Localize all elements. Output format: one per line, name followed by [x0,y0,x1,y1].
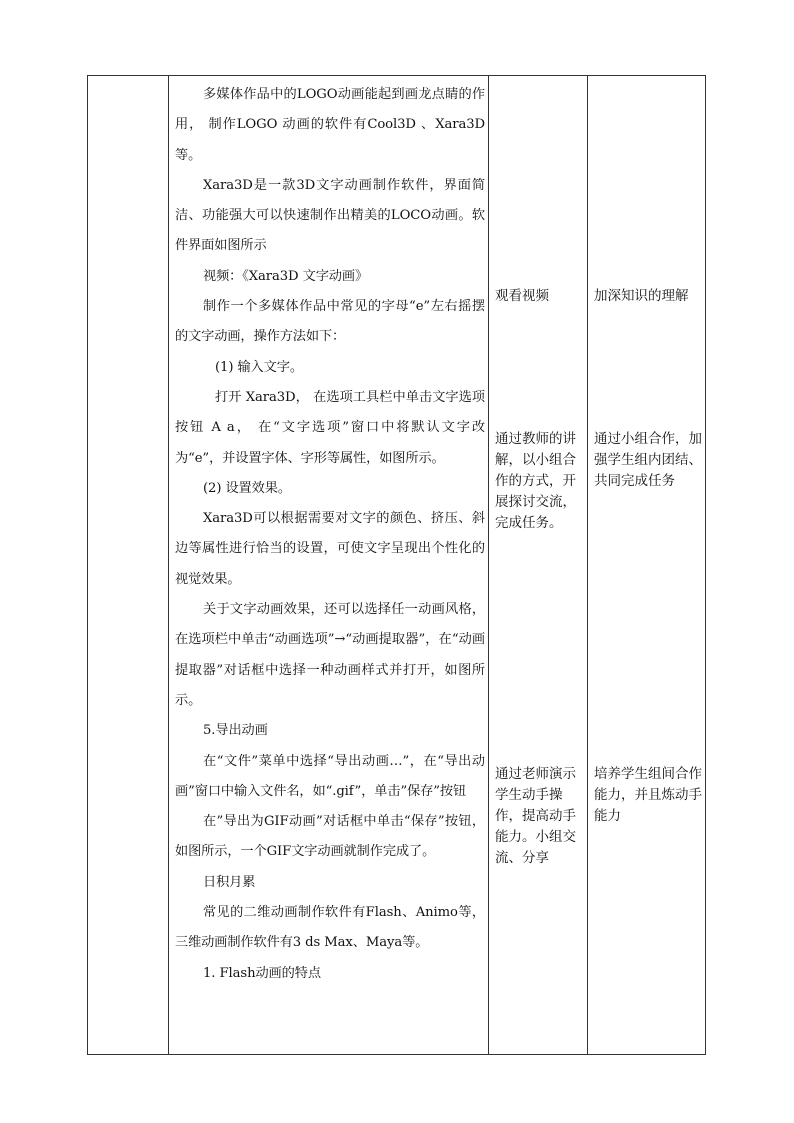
content-paragraph: 多媒体作品中的LOGO动画能起到画龙点睛的作用， 制作LOGO 动画的软件有Cool3D 、Xara3D等。 [175,87,485,163]
lesson-table [87,75,706,1055]
section-heading: 1. Flash动画的特点 [203,965,321,981]
student-activity-cell: 通过教师的讲解，以小组合作的方式，开展探讨交流，完成任务。 [495,431,576,531]
section-heading: 5.导出动画 [203,723,268,739]
teaching-content-cell [175,80,485,989]
content-paragraph: (1) 输入文字。 [215,359,303,375]
student-activity-cell: 通过老师演示学生动手操作，提高动手能力。小组交流、分享 [495,766,576,866]
student-activity-cell: 观看视频 [495,288,549,304]
content-paragraph: Xara3D是一款3D文字动画制作软件，界面简洁、功能强大可以快速制作出精美的LOCO动画。软件界面如图所示 [175,177,485,254]
content-paragraph: 视频：《Xara3D 文字动画》 [203,268,369,284]
content-paragraph: 常见的二维动画制作软件有Flash、Animo等，三维动画制作软件有3 ds Max、Maya等。 [175,905,485,951]
content-paragraph: 打开 Xara3D， 在选项工具栏中单击文字选项按钮 A a， 在“文字选项”窗口中将默认文字改为“e”，并设置字体、字形等属性，如图所示。 [175,389,485,466]
content-paragraph: 在“文件”菜单中选择“导出动画…”，在“导出动画”窗口中输入文件名，如“.gif”，单击”保存”按钮 [175,753,485,799]
design-purpose-cell: 培养学生组间合作能力，并且炼动手能力 [594,766,702,824]
content-paragraph: 在”导出为GIF动画”对话框中单击“保存”按钮，如图所示，一个GIF文字动画就制作完成了。 [175,814,485,860]
content-paragraph: (2) 设置效果。 [203,480,291,496]
column-divider [587,76,588,1054]
design-purpose-cell: 加深知识的理解 [594,288,689,304]
content-paragraph: Xara3D可以根据需要对文字的颜色、挤压、斜边等属性进行恰当的设置，可使文字呈现出个性化的视觉效果。 [175,511,485,587]
column-divider [168,76,169,1054]
content-paragraph: 制作一个多媒体作品中常见的字母“e”左右摇摆的文字动画，操作方法如下： [175,299,485,345]
column-divider [488,76,489,1054]
content-paragraph: 关于文字动画效果，还可以选择任一动画风格，在选项栏中单击“动画选项”→“动画提取器”，在“动画提取器”对话框中选择一种动画样式并打开，如图所示。 [175,602,485,708]
section-heading: 日积月累 [203,874,256,890]
design-purpose-cell: 通过小组合作，加强学生组内团结、共同完成任务 [594,431,702,489]
